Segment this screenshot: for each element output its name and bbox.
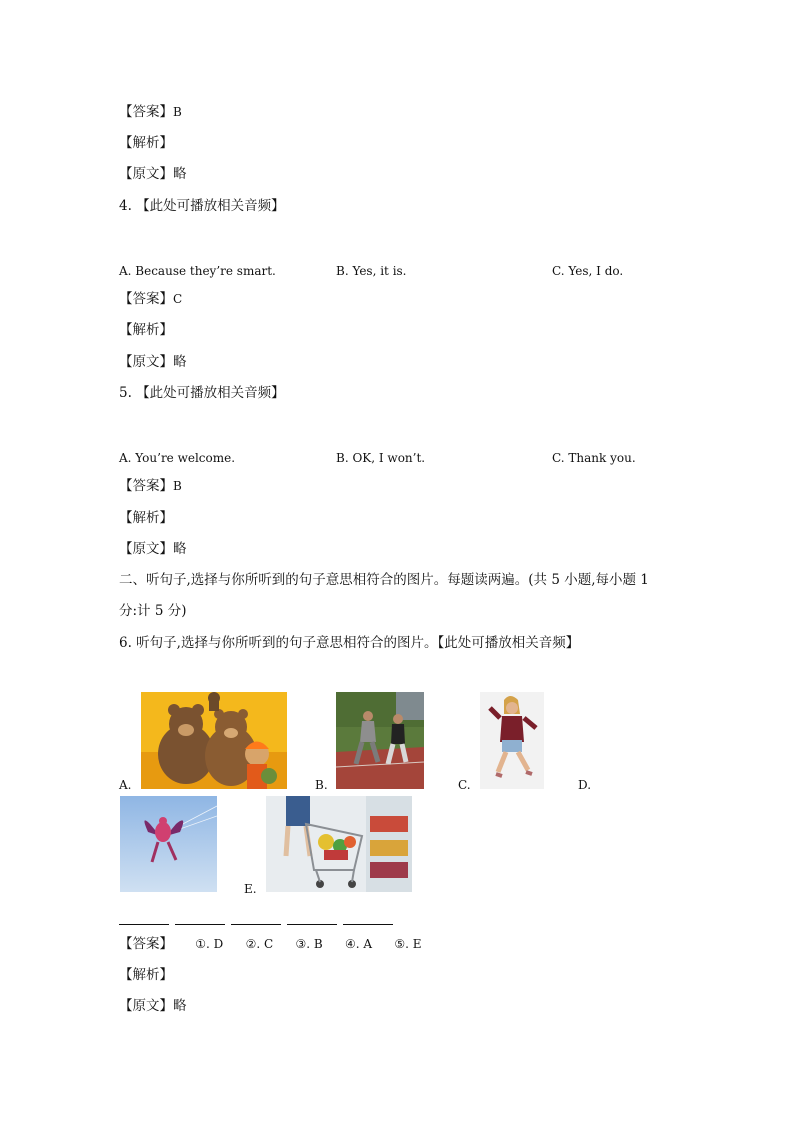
q5-option-a: A. You’re welcome. (119, 451, 236, 465)
q5-option-c: C. Thank you. (552, 451, 636, 465)
q5-option-b: B. OK, I won’t. (336, 451, 426, 465)
q4-option-b: B. Yes, it is. (336, 264, 407, 278)
answer-blank[interactable] (119, 910, 169, 925)
q4-original: 【原文】略 (119, 354, 187, 370)
q6-answer-item: ②. C (245, 937, 274, 951)
q6-answer-item: ⑤. E (394, 937, 422, 951)
q6-answer-item: ①. D (195, 937, 224, 951)
q3-analysis: 【解析】 (119, 135, 173, 151)
q4-answer: 【答案】C (119, 291, 183, 307)
answer-blank[interactable] (343, 910, 393, 925)
answer-blank[interactable] (287, 910, 337, 925)
cartoon-bears-image (141, 692, 287, 789)
answer-blank[interactable] (231, 910, 281, 925)
picture-label-d: D. (578, 778, 592, 792)
q4-option-c: C. Yes, I do. (552, 264, 624, 278)
q5-stem: 5. 【此处可播放相关音频】 (119, 385, 285, 401)
q6-answer: 【答案】 ①. D ②. C ③. B ④. A ⑤. E (119, 936, 422, 952)
q4-option-a: A. Because they’re smart. (119, 264, 276, 278)
q3-answer: 【答案】B (119, 104, 182, 120)
answer-blanks (119, 906, 399, 925)
q5-answer: 【答案】B (119, 478, 182, 494)
q3-original: 【原文】略 (119, 166, 187, 182)
picture-label-c: C. (458, 778, 471, 792)
picture-label-b: B. (315, 778, 328, 792)
bird-kite-image (120, 796, 217, 892)
section2-heading-line1: 二、听句子,选择与你所听到的句子意思相符合的图片。每题读两遍。(共 5 小题,每小题 1 (119, 572, 649, 588)
q6-stem: 6. 听句子,选择与你所听到的句子意思相符合的图片。【此处可播放相关音频】 (119, 635, 580, 651)
q6-original: 【原文】略 (119, 998, 187, 1014)
girl-jumping-image (480, 692, 544, 789)
q6-answer-item: ④. A (345, 937, 373, 951)
section2-heading-line2: 分:计 5 分) (119, 603, 187, 619)
shopping-cart-image (266, 796, 412, 892)
q6-analysis: 【解析】 (119, 967, 173, 983)
two-men-running-image (336, 692, 424, 789)
answer-blank[interactable] (175, 910, 225, 925)
q4-stem: 4. 【此处可播放相关音频】 (119, 198, 285, 214)
picture-label-e: E. (244, 882, 257, 896)
q5-original: 【原文】略 (119, 541, 187, 557)
q5-analysis: 【解析】 (119, 510, 173, 526)
picture-label-a: A. (119, 778, 132, 792)
q4-analysis: 【解析】 (119, 322, 173, 338)
q6-answer-item: ③. B (295, 937, 323, 951)
